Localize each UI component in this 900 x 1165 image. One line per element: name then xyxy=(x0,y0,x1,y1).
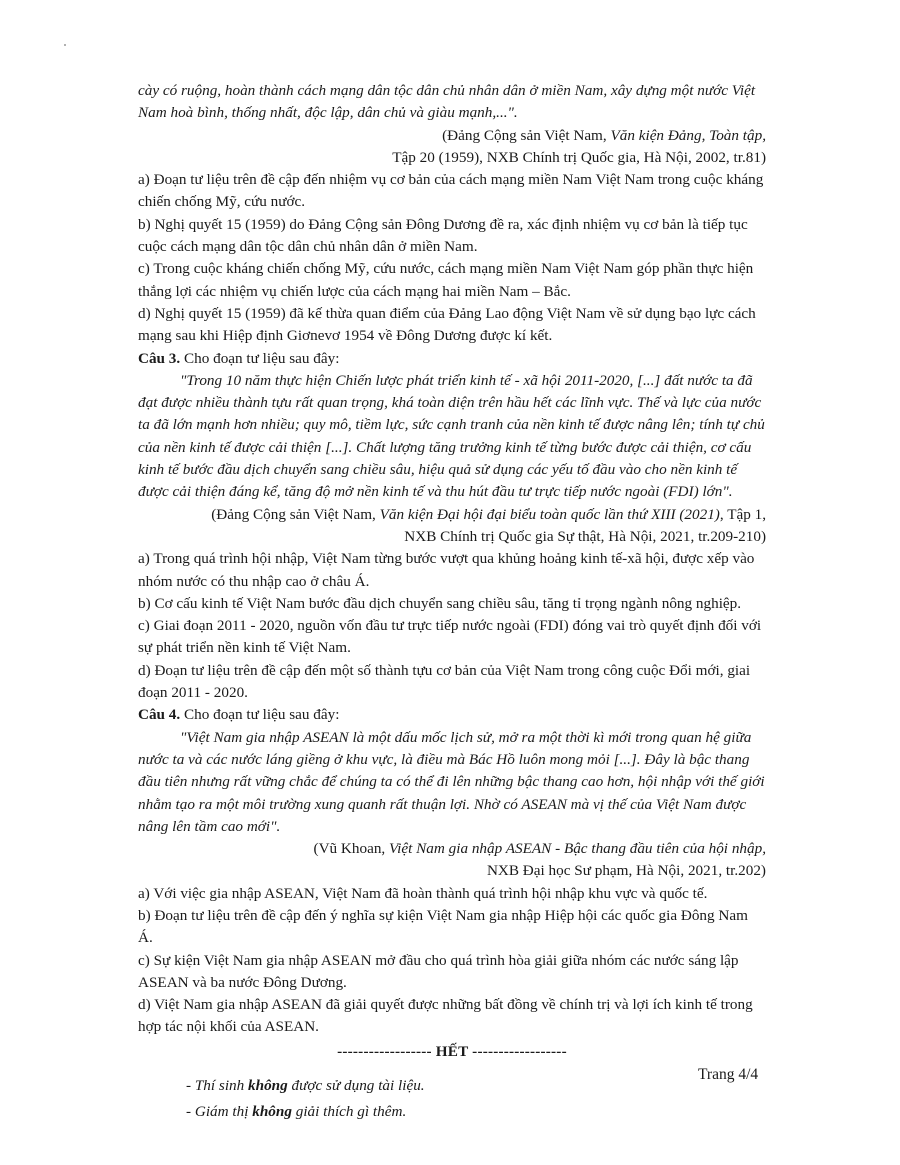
scan-speck xyxy=(64,44,66,46)
citation: (Đảng Cộng sản Việt Nam, Văn kiện Đảng, Toàn tập, Tập 20 (1959), NXB Chính trị Quốc gia, Hà Nội, 2002, tr.81) xyxy=(392,126,766,166)
option-b: b) Cơ cấu kinh tế Việt Nam bước đầu dịch chuyển sang chiều sâu, tăng tỉ trọng ngành nông nghiệp. xyxy=(138,594,742,612)
option-b: b) Nghị quyết 15 (1959) do Đảng Cộng sản Đông Dương đề ra, xác định nhiệm vụ cơ bản là tiếp tục cuộc cách mạng dân tộc dân chủ nhân dân ở miền Nam. xyxy=(138,215,748,256)
option-a: a) Đoạn tư liệu trên đề cập đến nhiệm vụ cơ bản của cách mạng miền Nam Việt Nam trong cuộc kháng chiến chống Mỹ, cứu nước. xyxy=(138,171,764,211)
source-quote: "Trong 10 năm thực hiện Chiến lược phát triển kinh tế - xã hội 2011-2020, [...] đất nước ta đã đạt được nhiều thành tựu rất quan trọng, khá toàn diện trên hầu hết các lĩnh vực. Thế và lực của nước ta đã lớn mạnh hơn nhiều; quy mô, tiềm lực, sức cạnh tranh của nền kinh tế được nâng lên; tính tự chủ của nền kinh tế được cải thiện [...]. Chất lượng tăng trưởng kinh tế từng bước được cải thiện, cơ cấu kinh tế bước đầu dịch chuyển sang chiều sâu, hiệu quả sử dụng các yếu tố đầu vào cho nền kinh tế được cải thiện đáng kể, tăng độ mở nền kinh tế và thu hút đầu tư trực tiếp nước ngoài (FDI) lớn". xyxy=(138,371,765,501)
option-a: a) Với việc gia nhập ASEAN, Việt Nam đã hoàn thành quá trình hội nhập khu vực và quốc tế. xyxy=(138,884,708,902)
citation: (Vũ Khoan, Việt Nam gia nhập ASEAN - Bậc thang đầu tiên của hội nhập, NXB Đại học Sư phạm, Hà Nội, 2021, tr.202) xyxy=(313,840,766,880)
quote-tail: cày có ruộng, hoàn thành cách mạng dân tộc dân chủ nhân dân ở miền Nam, xây dựng một nước Việt Nam hoà bình, thống nhất, độc lập, dân chủ và giàu mạnh,...". xyxy=(138,82,756,122)
option-d: d) Đoạn tư liệu trên đề cập đến một số thành tựu cơ bản của Việt Nam trong công cuộc Đổi mới, giai đoạn 2011 - 2020. xyxy=(138,661,751,702)
option-d: d) Việt Nam gia nhập ASEAN đã giải quyết được những bất đồng về chính trị và lợi ích kinh tế trong hợp tác nội khối của ASEAN. xyxy=(138,996,753,1036)
page-number: Trang 4/4 xyxy=(698,1066,759,1083)
question-4 xyxy=(138,704,766,1038)
note-proctors: - Giám thị không giải thích gì thêm. xyxy=(186,1103,407,1121)
page-content xyxy=(138,80,766,1125)
option-c: c) Trong cuộc kháng chiến chống Mỹ, cứu nước, cách mạng miền Nam Việt Nam góp phần thực hiện thắng lợi các nhiệm vụ chiến lược của cách mạng hai miền Nam – Bắc. xyxy=(138,260,754,300)
option-c: c) Sự kiện Việt Nam gia nhập ASEAN mở đầu cho quá trình hòa giải giữa nhóm các nước sáng lập ASEAN và ba nước Đông Dương. xyxy=(138,951,739,991)
source-quote: "Việt Nam gia nhập ASEAN là một dấu mốc lịch sử, mở ra một thời kì mới trong quan hệ giữa nước ta và các nước láng giềng ở khu vực, là điều mà Bác Hồ luôn mong mỏi [...]. Đây là bậc thang đầu tiên nhưng rất vững chắc để chúng ta có thể đi lên những bậc thang cao hơn, hội nhập với thế giới nhằm tạo ra một môi trường xung quanh rất thuận lợi. Nhờ có ASEAN mà vị thế của Việt Nam được nâng lên tầm cao mới". xyxy=(138,728,765,835)
option-d: d) Nghị quyết 15 (1959) đã kế thừa quan điểm của Đảng Lao động Việt Nam về sử dụng bạo lực cách mạng sau khi Hiệp định Giơnevơ 1954 về Đông Dương được kí kết. xyxy=(138,304,756,345)
question-heading: Câu 4. Cho đoạn tư liệu sau đây: xyxy=(138,706,340,724)
citation: (Đảng Cộng sản Việt Nam, Văn kiện Đại hội đại biểu toàn quốc lần thứ XIII (2021), Tập 1, NXB Chính trị Quốc gia Sự thật, Hà Nội, 2021, tr.209-210) xyxy=(211,505,766,545)
question-3 xyxy=(138,348,766,705)
exam-notes xyxy=(138,1073,766,1125)
question-2-continuation xyxy=(138,80,766,348)
option-b: b) Đoạn tư liệu trên đề cập đến ý nghĩa sự kiện Việt Nam gia nhập Hiệp hội các quốc gia Đông Nam Á. xyxy=(138,906,748,947)
question-heading: Câu 3. Cho đoạn tư liệu sau đây: xyxy=(138,349,340,367)
option-a: a) Trong quá trình hội nhập, Việt Nam từng bước vượt qua khủng hoảng kinh tế-xã hội, được xếp vào nhóm nước có thu nhập cao ở châu Á. xyxy=(138,550,755,590)
option-c: c) Giai đoạn 2011 - 2020, nguồn vốn đầu tư trực tiếp nước ngoài (FDI) đóng vai trò quyết định đối với sự phát triển nền kinh tế Việt Nam. xyxy=(138,617,762,657)
note-candidates: - Thí sinh không được sử dụng tài liệu. xyxy=(186,1077,425,1095)
end-marker: ------------------ HẾT ------------------ xyxy=(337,1042,567,1060)
